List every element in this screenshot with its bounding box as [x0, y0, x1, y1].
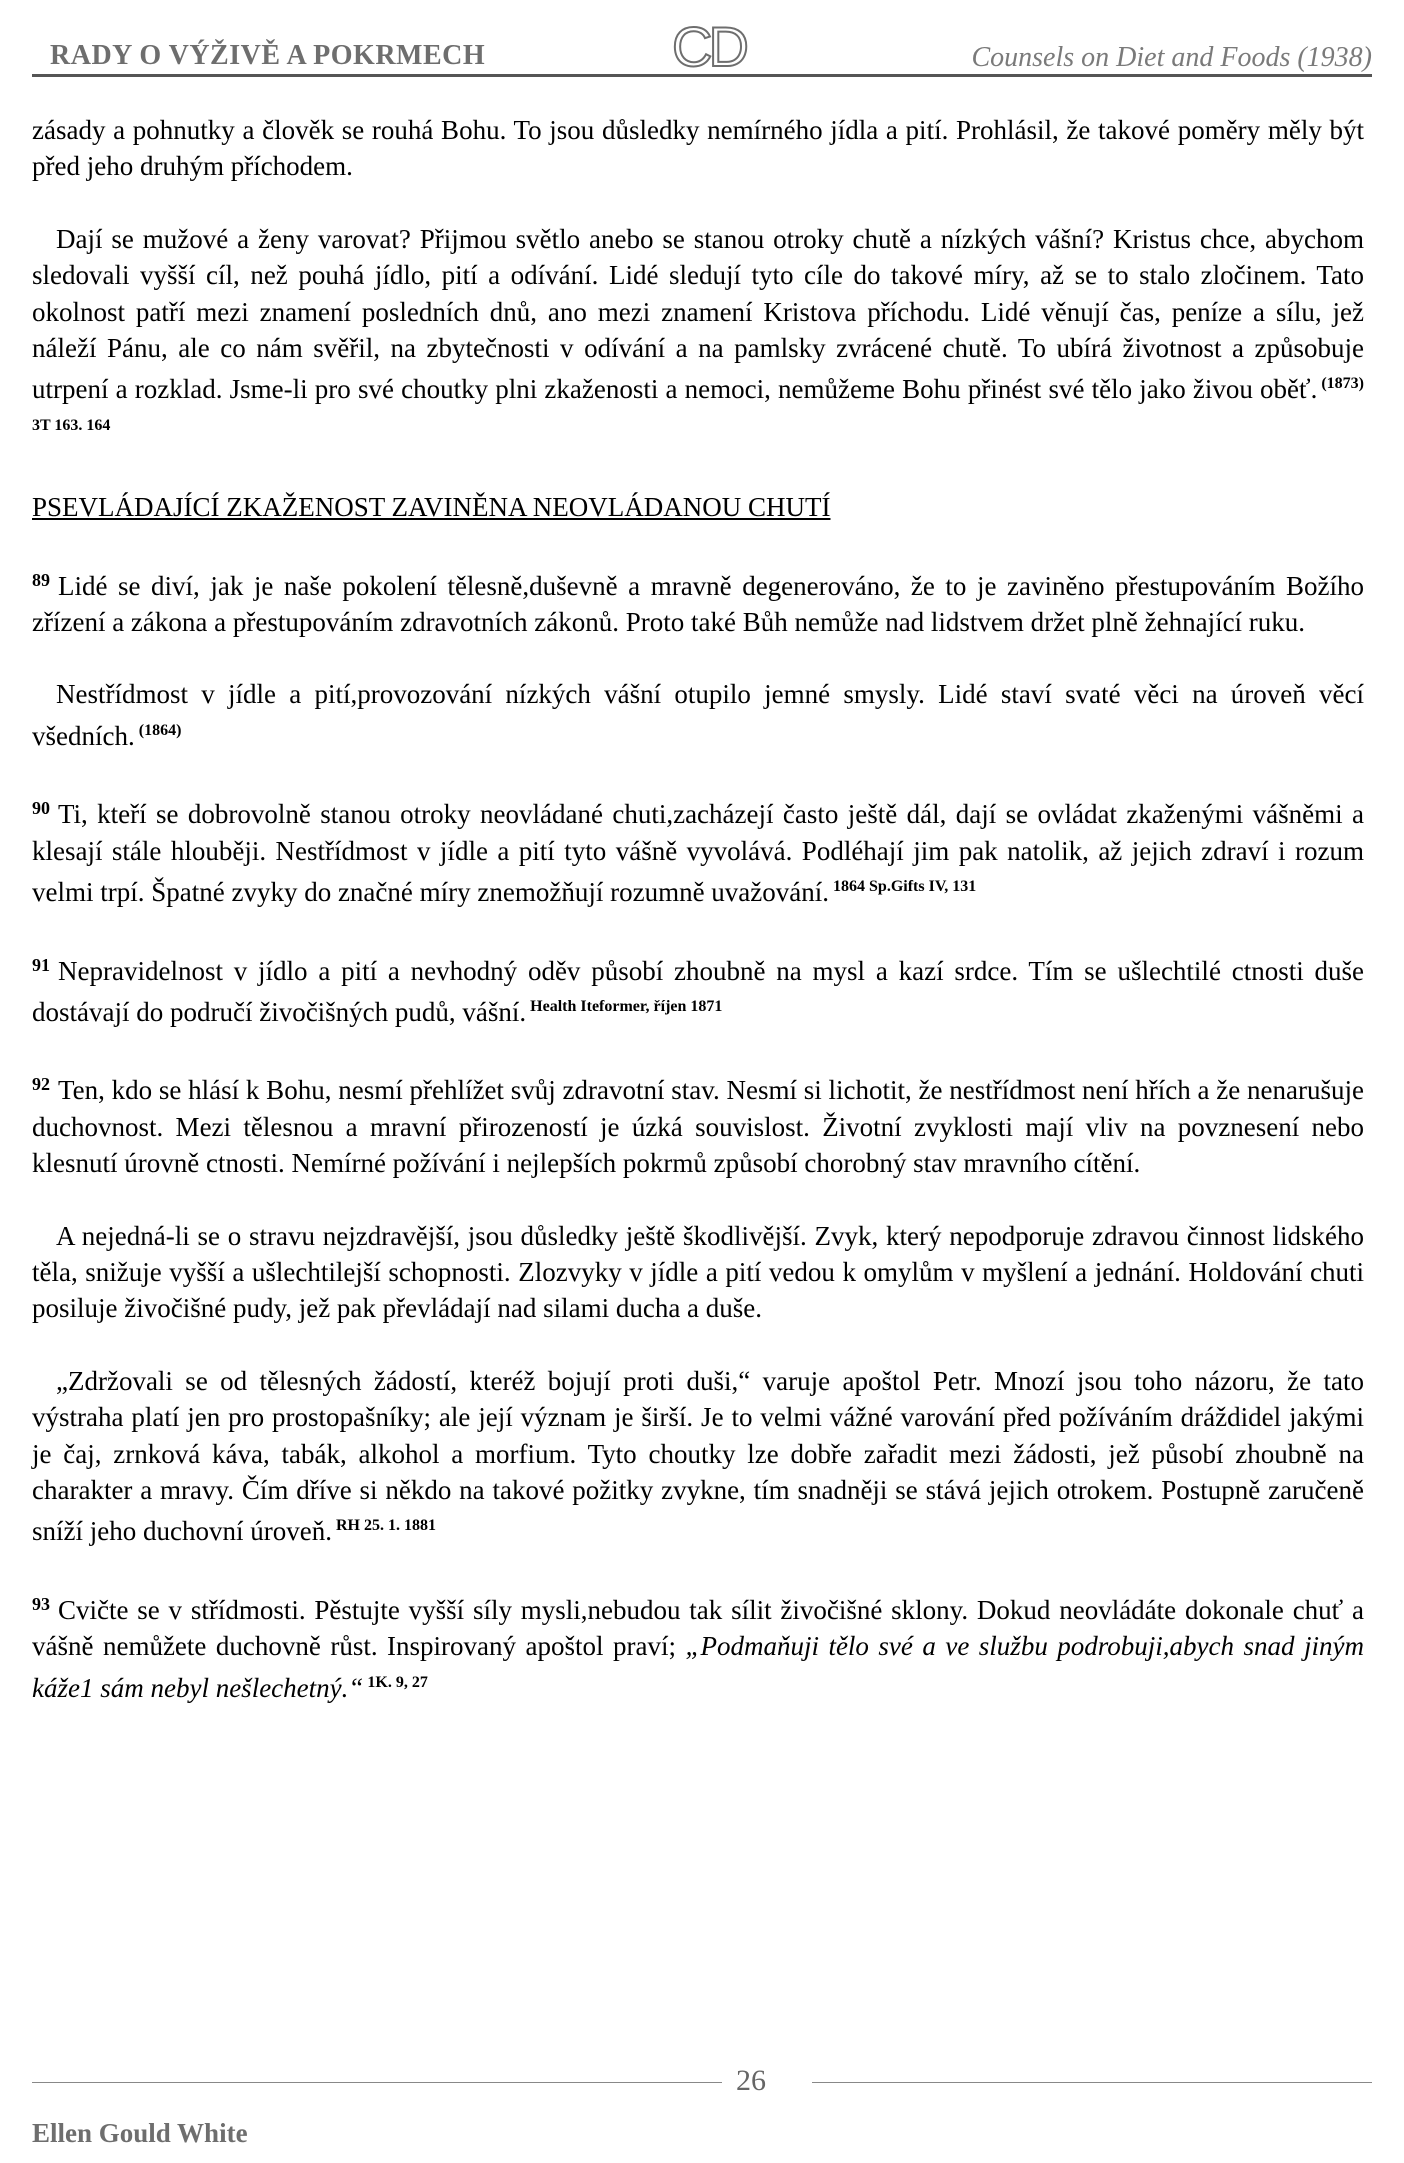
- paragraph-93: $^{93}$ Cvičte se v střídmosti. Pěstujte vyšší síly mysli,nebudou tak sílit živočišné sklony. Dokud neovládáte dokonale chuť a vášně nemůžete duchovně růst. Inspirovaný apoštol praví; „Podmaňuji tělo své a ve službu podrobuji,abych snad jiným káže1 sám nebyl nešlechetný.“ $^{1K. 9, 27}$: [32, 1593, 1364, 1703]
- paragraph-number: 89: [32, 569, 50, 590]
- paragraph-89: $^{89}$ Lidé se diví, jak je naše pokolení tělesně,duševně a mravně degenerováno, že to je zaviněno přestupováním Božího zřízení a zákona a přestupováním zdravotních zákonů. Proto také Bůh nemůže nad lidstvem držet plně žehnající ruku.: [32, 569, 1364, 638]
- page-body: [32, 112, 1364, 1706]
- footer-divider-right: [812, 2082, 1372, 2083]
- reference: (1873) 3T 163. 164: [32, 375, 1364, 434]
- page-header: [32, 14, 1372, 77]
- paragraph-number: 93: [32, 1593, 50, 1614]
- footer-divider-left: [32, 2082, 722, 2083]
- paragraph: A nejedná-li se o stravu nejzdravější, jsou důsledky ještě škodlivější. Zvyk, který nepodporuje zdravou činnost lidského těla, snižuje vyšší a ušlechtilejší schopnosti. Zlozvyky v jídle a pití vedou k omylům v myšlení a jednání. Holdování chuti posiluje živočišné pudy, jež pak převládají nad silami ducha a duše.: [32, 1220, 1364, 1324]
- book-title-english: Counsels on Diet and Foods (1938): [971, 42, 1372, 73]
- reference: 1K. 9, 27: [367, 1673, 428, 1691]
- paragraph-continued: zásady a pohnutky a člověk se rouhá Bohu. To jsou důsledky nemírného jídla a pití. Prohlásil, že takové poměry měly být před jeho druhým příchodem.: [32, 115, 1364, 182]
- bible-quote: „Podmaňuji tělo své a ve službu podrobuji,abych snad jiným káže1 sám nebyl nešlechetný.“: [32, 1631, 1364, 1703]
- paragraph-92: $^{92}$ Ten, kdo se hlásí k Bohu, nesmí přehlížet svůj zdravotní stav. Nesmí si lichotit, že nestřídmost není hřích a že nenarušuje duchovnost. Mezi tělesnou a mravní přirozeností je úzká souvislost. Životní zvyklosti mají vliv na povznesení nebo klesnutí úrovně ctnosti. Nemírné požívání i nejlepších pokrmů způsobí chorobný stav mravního cítění.: [32, 1074, 1364, 1179]
- paragraph: „Zdržovali se od tělesných žádostí, kteréž bojují proti duši,“ varuje apoštol Petr. Mnozí jsou toho názoru, že tato výstraha platí jen pro prostopašníky; ale její význam je širší. Je to velmi vážné varování před požíváním dráždidel jakými je čaj, zrnková káva, tabák, alkohol a morfium. Tyto choutky lze dobře zařadit mezi žádosti, jež působí zhoubně na charakter a mravy. Čím dříve si někdo na takové požitky zvykne, tím snadněji se stává jejich otrokem. Postupně zaručeně sníží jeho duchovní úroveň. $^{RH 25. 1. 1881}$: [32, 1365, 1364, 1547]
- section-heading: PSEVLÁDAJÍCÍ ZKAŽENOST ZAVINĚNA NEOVLÁDANOU CHUTÍ: [32, 492, 831, 523]
- paragraph-number: 90: [32, 798, 50, 819]
- book-title-czech: RADY O VÝŽIVĚ A POKRMECH: [50, 40, 486, 71]
- paragraph: Nestřídmost v jídle a pití,provozování nízkých vášní otupilo jemné smysly. Lidé staví svaté věci na úroveň věcí všedních. $^{(1864)}$: [32, 679, 1364, 751]
- page-footer: [32, 2060, 1372, 2150]
- reference: Health Iteformer, říjen 1871: [530, 997, 723, 1015]
- paragraph-90: $^{90}$ Ti, kteří se dobrovolně stanou otroky neovládané chuti,zacházejí často ještě dál, dají se ovládat zkaženými vášněmi a klesají stále hlouběji. Nestřídmost v jídle a pití tyto vášně vyvolává. Podléhají jim pak natolik, až jejich zdraví i rozum velmi trpí. Špatné zvyky do značné míry znemožňují rozumně uvažování. $^{1864 Sp.Gifts IV, 131}$: [32, 798, 1364, 908]
- author-name: Ellen Gould White: [32, 2118, 248, 2148]
- paragraph-number: 91: [32, 954, 50, 975]
- page-number: 26: [736, 2064, 766, 2097]
- reference: RH 25. 1. 1881: [335, 1517, 436, 1535]
- paragraph: Dají se mužové a ženy varovat? Přijmou světlo anebo se stanou otroky chutě a nízkých vášní? Kristus chce, abychom sledovali vyšší cíl, než pouhá jídlo, pití a odívání. Lidé sledují tyto cíle do takové míry, až se to stalo zločinem. Tato okolnost patří mezi znamení posledních dnů, ano mezi znamení Kristova příchodu. Lidé věnují čas, peníze a sílu, jež náleží Pánu, ale co nám svěřil, na zbytečnosti v odívání a na pamlsky zvrácené chutě. To ubírá životnost a způsobuje utrpení a rozklad. Jsme-li pro své choutky plni zkaženosti a nemoci, nemůžeme Bohu přinést své tělo jako živou oběť. $^{(1873) 3T 163. 164}$: [32, 223, 1364, 434]
- paragraph-91: $^{91}$ Nepravidelnost v jídlo a pití a nevhodný oděv působí zhoubně na mysl a kazí srdce. Tím se ušlechtilé ctnosti duše dostávají do područí živočišných pudů, vášní. $^{Health Iteformer, říjen 1871}$: [32, 954, 1364, 1027]
- cd-logo: CD: [672, 15, 745, 78]
- paragraph-number: 92: [32, 1074, 50, 1095]
- reference: (1864): [138, 721, 182, 739]
- reference: 1864 Sp.Gifts IV, 131: [833, 878, 977, 896]
